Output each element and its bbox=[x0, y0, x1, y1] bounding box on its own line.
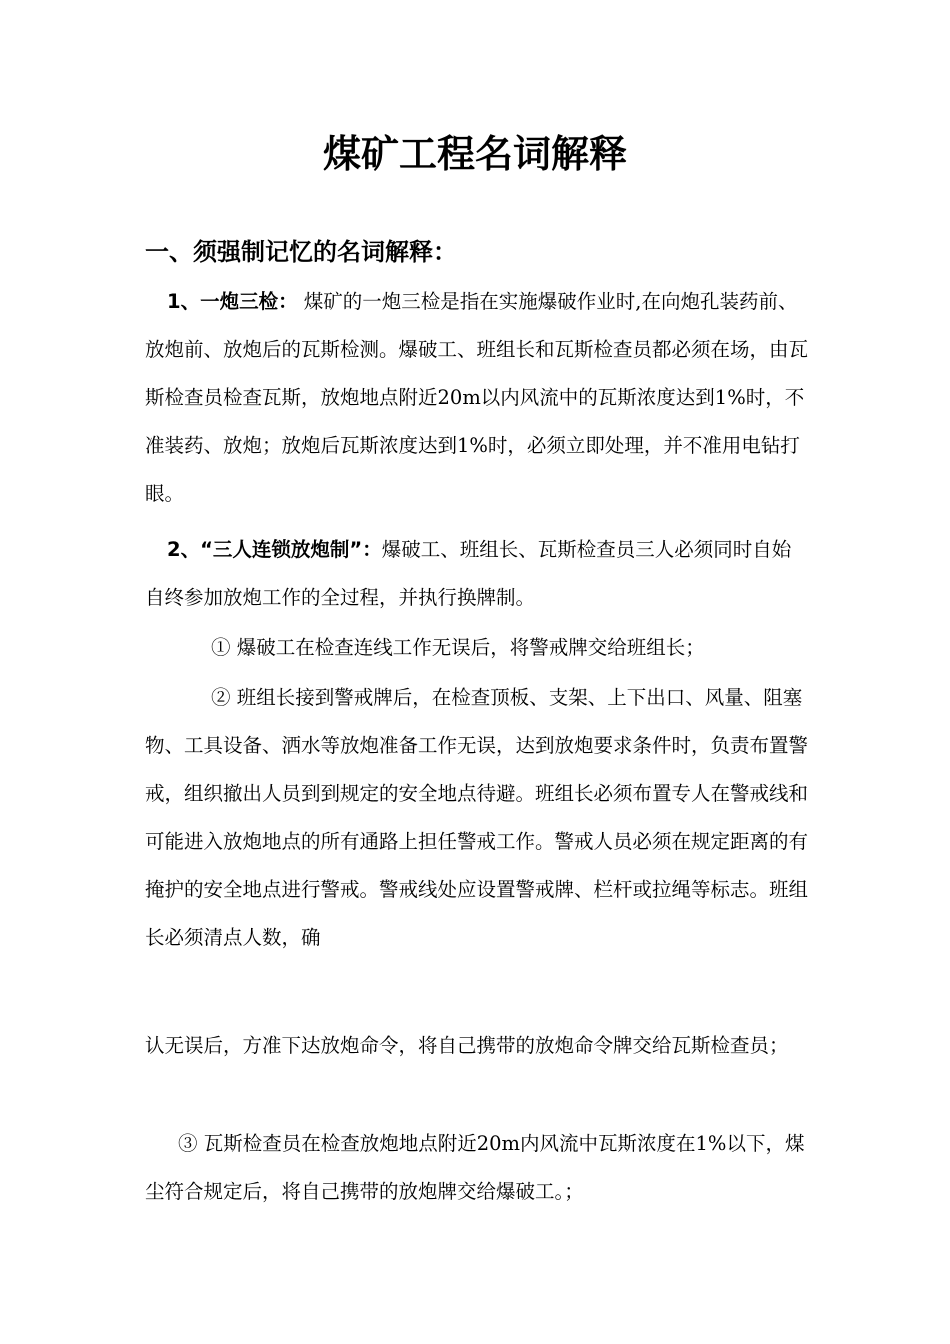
document-title: 煤矿工程名词解释 bbox=[322, 132, 627, 176]
item-1-term: 1、一炮三检： bbox=[167, 290, 298, 313]
section-heading: 一、须强制记忆的名词解释： bbox=[145, 238, 457, 266]
step-2-continued bbox=[145, 1022, 810, 1070]
item-2-paragraph bbox=[145, 526, 810, 622]
step-3-text: ③ 瓦斯检查员在检查放炮地点附近20m内风流中瓦斯浓度在1%以下，煤尘符合规定后，将自己携带的放炮牌交给爆破工。； bbox=[145, 1132, 805, 1203]
step-2-text: ② 班组长接到警戒牌后，在检查顶板、支架、上下出口、风量、阻塞物、工具设备、洒水等放炮准备工作无误，达到放炮要求条件时，负责布置警戒，组织撤出人员到到规定的安全地点待避。班组长必须布置专人在警戒线和可能进入放炮地点的所有通路上担任警戒工作。警戒人员必须在规定距离的有掩护的安全地点进行警戒。警戒线处应设置警戒牌、栏杆或拉绳等标志。班组长必须清点人数，确 bbox=[145, 686, 809, 949]
item-2-text: 爆破工、班组长、瓦斯检查员三人必须同时自始自终参加放炮工作的全过程，并执行换牌制。 bbox=[145, 538, 792, 609]
step-2 bbox=[145, 674, 810, 962]
item-1-text: 煤矿的一炮三检是指在实施爆破作业时,在向炮孔装药前、放炮前、放炮后的瓦斯检测。爆破工、班组长和瓦斯检查员都必须在场，由瓦斯检查员检查瓦斯，放炮地点附近20m以内风流中的瓦斯浓度达到1%时，不准装药、放炮；放炮后瓦斯浓度达到1%时，必须立即处理，并不准用电钻打眼。 bbox=[145, 290, 809, 505]
item-2 bbox=[145, 526, 810, 622]
step-1 bbox=[145, 624, 810, 672]
item-1-paragraph bbox=[145, 278, 810, 518]
item-2-term: 2、“三人连锁放炮制”： bbox=[167, 538, 382, 561]
step-3 bbox=[145, 1120, 810, 1216]
item-1 bbox=[145, 278, 810, 518]
step-2-continued-text: 认无误后，方准下达放炮命令，将自己携带的放炮命令牌交给瓦斯检查员； bbox=[145, 1034, 789, 1057]
step-1-text: ① 爆破工在检查连线工作无误后，将警戒牌交给班组长； bbox=[211, 636, 705, 659]
